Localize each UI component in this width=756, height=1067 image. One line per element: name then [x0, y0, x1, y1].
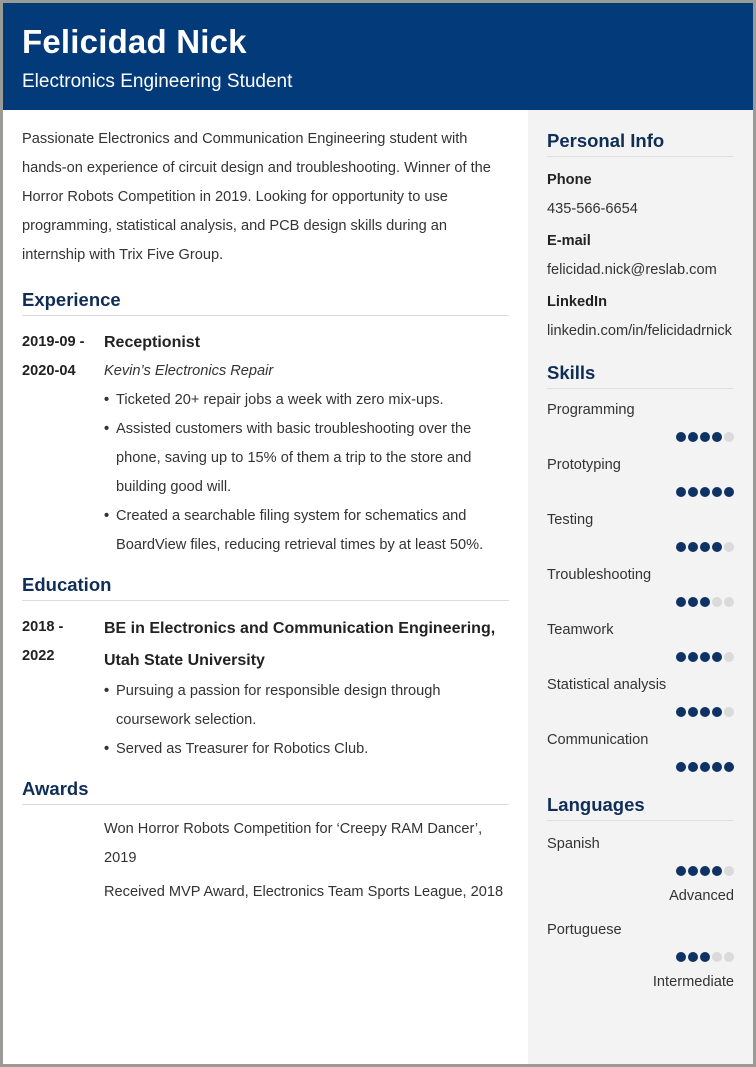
resume-page	[3, 3, 753, 1064]
rating-dot-filled	[676, 707, 686, 717]
phone-value: 435-566-6654	[547, 201, 638, 217]
rating-dot-filled	[712, 707, 722, 717]
rating-dot-filled	[676, 432, 686, 442]
rating-dot-filled	[712, 762, 722, 772]
job-company: Kevin’s Electronics Repair	[104, 363, 274, 379]
rating-dot-filled	[676, 952, 686, 962]
rating-dot-empty	[724, 542, 734, 552]
rating-dot-filled	[700, 866, 710, 876]
rating-dots	[547, 650, 734, 664]
rating-dot-filled	[676, 597, 686, 607]
rating-dot-empty	[712, 597, 722, 607]
rating-dots	[547, 864, 734, 878]
rating-dots	[547, 540, 734, 554]
rating-dots	[547, 705, 734, 719]
awards-heading: Awards	[22, 778, 509, 805]
language-name: Spanish	[547, 836, 600, 852]
rating-dot-filled	[700, 762, 710, 772]
rating-dot-filled	[676, 487, 686, 497]
skill-name: Teamwork	[547, 622, 614, 638]
skill-name: Prototyping	[547, 457, 621, 473]
rating-dot-filled	[712, 652, 722, 662]
bullet-icon: •	[104, 741, 110, 757]
rating-dot-empty	[724, 652, 734, 662]
personal-info-heading: Personal Info	[547, 130, 734, 157]
skill-name: Testing	[547, 512, 594, 528]
list-item: • Pursuing a passion for responsible design through coursework selection.	[116, 677, 509, 735]
skill-item	[547, 619, 734, 664]
rating-dots	[547, 485, 734, 499]
education-bullets	[104, 677, 509, 764]
sidebar	[528, 110, 753, 1064]
skills-heading: Skills	[547, 362, 734, 389]
sidebar-content	[547, 130, 734, 993]
rating-dot-filled	[700, 707, 710, 717]
candidate-name: Felicidad Nick	[22, 23, 247, 60]
experience-entry	[22, 328, 509, 560]
rating-dot-filled	[688, 952, 698, 962]
language-item	[547, 833, 734, 907]
rating-dots	[547, 950, 734, 964]
list-item: • Served as Treasurer for Robotics Club.	[116, 735, 509, 764]
skill-name: Statistical analysis	[547, 677, 667, 693]
languages-heading: Languages	[547, 794, 734, 821]
education-date-end: 2022	[22, 648, 55, 664]
rating-dot-empty	[724, 866, 734, 876]
rating-dot-empty	[712, 952, 722, 962]
rating-dot-filled	[676, 542, 686, 552]
rating-dot-filled	[676, 866, 686, 876]
rating-dot-filled	[688, 652, 698, 662]
awards-list	[22, 815, 509, 907]
job-role: Receptionist	[104, 334, 201, 351]
rating-dot-filled	[688, 762, 698, 772]
language-level: Advanced	[669, 888, 734, 904]
rating-dot-filled	[712, 432, 722, 442]
email-label: E-mail	[547, 233, 591, 249]
list-item: • Assisted customers with basic troubleshooting over the phone, saving up to 15% of them a trip to the store and building good will.	[116, 415, 509, 502]
skill-item	[547, 564, 734, 609]
rating-dot-filled	[712, 487, 722, 497]
resume-header	[3, 3, 753, 110]
experience-dates	[22, 328, 104, 560]
skill-item	[547, 454, 734, 499]
experience-date-end: 2020-04	[22, 363, 76, 379]
experience-heading: Experience	[22, 289, 509, 316]
education-entry	[22, 613, 509, 764]
education-body	[104, 613, 509, 764]
languages-list	[547, 833, 734, 993]
list-item: • Ticketed 20+ repair jobs a week with zero mix-ups.	[116, 386, 509, 415]
rating-dot-filled	[724, 487, 734, 497]
rating-dot-filled	[700, 597, 710, 607]
rating-dots	[547, 430, 734, 444]
rating-dot-filled	[700, 487, 710, 497]
rating-dot-filled	[688, 597, 698, 607]
rating-dot-filled	[688, 542, 698, 552]
skill-name: Communication	[547, 732, 649, 748]
rating-dot-filled	[688, 866, 698, 876]
skill-name: Troubleshooting	[547, 567, 652, 583]
linkedin-value[interactable]: linkedin.com/in/felicidadrnick	[547, 323, 732, 339]
experience-date-start: 2019-09 -	[22, 334, 85, 350]
school-name: Utah State University	[104, 652, 265, 669]
award-item: Won Horror Robots Competition for ‘Creepy RAM Dancer’, 2019	[104, 821, 483, 866]
language-level: Intermediate	[652, 974, 734, 990]
skill-item	[547, 509, 734, 554]
rating-dot-filled	[700, 432, 710, 442]
language-item	[547, 919, 734, 993]
rating-dot-empty	[724, 707, 734, 717]
bullet-icon: •	[104, 508, 110, 524]
rating-dot-filled	[688, 487, 698, 497]
education-date-start: 2018 -	[22, 619, 64, 635]
summary-text: Passionate Electronics and Communication Engineering student with hands-on experience of circuit design and troubleshooting. Winner of the Horror Robots Competition in 2019. Looking for opportunity to use programming, statistical analysis, and PCB design skills during an internship with Trix Five Group.	[22, 131, 491, 263]
skill-item	[547, 399, 734, 444]
bullet-icon: •	[104, 421, 110, 437]
award-item: Received MVP Award, Electronics Team Sports League, 2018	[104, 884, 504, 900]
email-value[interactable]: felicidad.nick@reslab.com	[547, 262, 717, 278]
rating-dot-filled	[700, 542, 710, 552]
rating-dot-filled	[676, 762, 686, 772]
rating-dots	[547, 595, 734, 609]
rating-dot-filled	[724, 762, 734, 772]
education-dates	[22, 613, 104, 764]
bullet-icon: •	[104, 392, 110, 408]
degree-title: BE in Electronics and Communication Engineering,	[104, 620, 496, 637]
experience-body	[104, 328, 509, 560]
rating-dot-empty	[724, 597, 734, 607]
phone-label: Phone	[547, 172, 592, 188]
rating-dot-filled	[700, 952, 710, 962]
skill-item	[547, 674, 734, 719]
rating-dot-filled	[712, 866, 722, 876]
experience-bullets	[104, 386, 509, 560]
education-heading: Education	[22, 574, 509, 601]
rating-dots	[547, 760, 734, 774]
rating-dot-empty	[724, 432, 734, 442]
rating-dot-filled	[700, 652, 710, 662]
language-name: Portuguese	[547, 922, 622, 938]
main-column	[22, 125, 509, 912]
rating-dot-filled	[688, 707, 698, 717]
candidate-title: Electronics Engineering Student	[22, 71, 293, 92]
skills-list	[547, 399, 734, 774]
rating-dot-filled	[676, 652, 686, 662]
rating-dot-filled	[712, 542, 722, 552]
skill-name: Programming	[547, 402, 635, 418]
linkedin-label: LinkedIn	[547, 294, 607, 310]
skill-item	[547, 729, 734, 774]
rating-dot-filled	[688, 432, 698, 442]
rating-dot-empty	[724, 952, 734, 962]
list-item: • Created a searchable filing system for schematics and BoardView files, reducing retrieval times by at least 50%.	[116, 502, 509, 560]
bullet-icon: •	[104, 683, 110, 699]
